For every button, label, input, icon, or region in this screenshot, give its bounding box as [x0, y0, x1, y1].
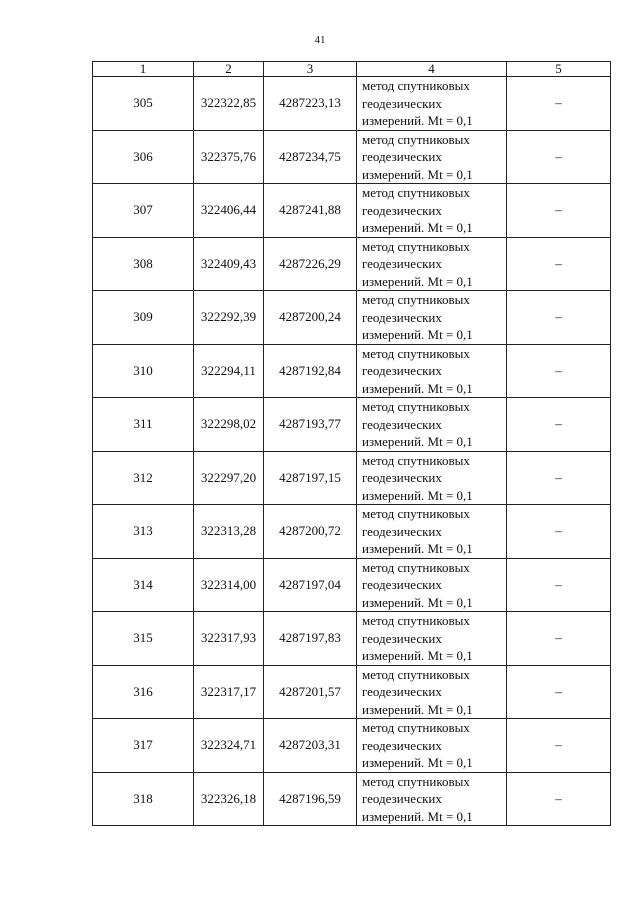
- coordinate-x-cell: 322317,93: [194, 612, 264, 666]
- method-description-cell: [357, 451, 507, 505]
- point-number-cell: 308: [93, 237, 194, 291]
- table-row: [93, 344, 611, 398]
- table-row: [93, 505, 611, 559]
- coordinate-y-cell: 4287197,83: [264, 612, 357, 666]
- method-description-cell: [357, 505, 507, 559]
- table-row: [93, 77, 611, 131]
- coordinate-y-cell: 4287192,84: [264, 344, 357, 398]
- point-number-cell: 318: [93, 772, 194, 826]
- method-line: геодезических: [362, 577, 442, 592]
- coordinate-x-cell: 322298,02: [194, 398, 264, 452]
- note-cell: –: [507, 612, 611, 666]
- note-cell: –: [507, 665, 611, 719]
- method-description-cell: [357, 77, 507, 131]
- point-number-cell: 314: [93, 558, 194, 612]
- point-number-cell: 313: [93, 505, 194, 559]
- coordinate-x-cell: 322324,71: [194, 719, 264, 773]
- table-row: [93, 130, 611, 184]
- method-line: измерений. Mt = 0,1: [362, 166, 473, 182]
- method-line: измерений. Mt = 0,1: [362, 380, 473, 396]
- coordinate-y-cell: 4287241,88: [264, 184, 357, 238]
- coordinate-y-cell: 4287201,57: [264, 665, 357, 719]
- column-header-1: 1: [93, 62, 194, 77]
- method-description-cell: [357, 772, 507, 826]
- method-description-cell: [357, 612, 507, 666]
- method-description-cell: [357, 558, 507, 612]
- point-number-cell: 307: [93, 184, 194, 238]
- method-line: геодезических: [362, 309, 442, 325]
- table-row: [93, 558, 611, 612]
- note-cell: –: [507, 505, 611, 559]
- method-line: геодезических: [362, 95, 442, 111]
- table-body: [93, 77, 611, 826]
- method-line: метод спутниковых: [362, 506, 470, 521]
- note-cell: –: [507, 398, 611, 452]
- method-line: метод спутниковых: [362, 773, 470, 789]
- table-row: [93, 612, 611, 666]
- coordinate-x-cell: 322375,76: [194, 130, 264, 184]
- coordinate-y-cell: 4287234,75: [264, 130, 357, 184]
- method-description-cell: [357, 665, 507, 719]
- method-description-cell: [357, 130, 507, 184]
- method-line: измерений. Mt = 0,1: [362, 434, 473, 449]
- method-line: метод спутниковых: [362, 720, 470, 735]
- note-cell: –: [507, 130, 611, 184]
- coordinate-y-cell: 4287197,04: [264, 558, 357, 612]
- method-line: измерений. Mt = 0,1: [362, 541, 473, 556]
- method-line: геодезических: [362, 202, 442, 218]
- method-line: метод спутниковых: [362, 452, 470, 468]
- method-line: метод спутниковых: [362, 399, 470, 414]
- coordinate-x-cell: 322322,85: [194, 77, 264, 131]
- method-line: метод спутниковых: [362, 131, 470, 147]
- coordinate-x-cell: 322313,28: [194, 505, 264, 559]
- coordinate-y-cell: 4287197,15: [264, 451, 357, 505]
- method-line: измерений. Mt = 0,1: [362, 755, 473, 770]
- method-line: геодезических: [362, 416, 442, 432]
- point-number-cell: 316: [93, 665, 194, 719]
- method-line: измерений. Mt = 0,1: [362, 273, 473, 289]
- coordinate-y-cell: 4287200,24: [264, 291, 357, 345]
- column-header-4: 4: [357, 62, 507, 77]
- method-line: геодезических: [362, 363, 442, 378]
- note-cell: –: [507, 291, 611, 345]
- method-description-cell: [357, 291, 507, 345]
- coordinate-x-cell: 322409,43: [194, 237, 264, 291]
- method-line: геодезических: [362, 523, 442, 539]
- method-line: метод спутниковых: [362, 292, 470, 307]
- method-line: измерений. Mt = 0,1: [362, 487, 473, 503]
- note-cell: –: [507, 558, 611, 612]
- method-line: измерений. Mt = 0,1: [362, 701, 473, 717]
- method-line: геодезических: [362, 630, 442, 646]
- method-line: метод спутниковых: [362, 238, 470, 254]
- method-line: геодезических: [362, 684, 442, 699]
- table-header-row: [93, 62, 611, 77]
- note-cell: –: [507, 184, 611, 238]
- coordinate-x-cell: 322314,00: [194, 558, 264, 612]
- method-line: метод спутниковых: [362, 78, 470, 93]
- point-number-cell: 309: [93, 291, 194, 345]
- table-row: [93, 291, 611, 345]
- coordinates-table: [92, 61, 611, 826]
- coordinate-y-cell: 4287226,29: [264, 237, 357, 291]
- note-cell: –: [507, 451, 611, 505]
- method-line: измерений. Mt = 0,1: [362, 113, 473, 128]
- coordinate-y-cell: 4287193,77: [264, 398, 357, 452]
- note-cell: –: [507, 77, 611, 131]
- coordinate-x-cell: 322294,11: [194, 344, 264, 398]
- coordinate-x-cell: 322326,18: [194, 772, 264, 826]
- method-line: измерений. Mt = 0,1: [362, 220, 473, 235]
- table-row: [93, 184, 611, 238]
- note-cell: –: [507, 719, 611, 773]
- column-header-5: 5: [507, 62, 611, 77]
- point-number-cell: 315: [93, 612, 194, 666]
- method-description-cell: [357, 237, 507, 291]
- coordinate-y-cell: 4287196,59: [264, 772, 357, 826]
- table-row: [93, 451, 611, 505]
- method-line: геодезических: [362, 256, 442, 271]
- coordinate-y-cell: 4287200,72: [264, 505, 357, 559]
- table-row: [93, 719, 611, 773]
- method-description-cell: [357, 184, 507, 238]
- table-row: [93, 665, 611, 719]
- note-cell: –: [507, 344, 611, 398]
- method-line: геодезических: [362, 737, 442, 753]
- coordinate-y-cell: 4287203,31: [264, 719, 357, 773]
- point-number-cell: 305: [93, 77, 194, 131]
- column-header-3: 3: [264, 62, 357, 77]
- method-line: геодезических: [362, 791, 442, 806]
- note-cell: –: [507, 772, 611, 826]
- note-cell: –: [507, 237, 611, 291]
- coordinate-x-cell: 322406,44: [194, 184, 264, 238]
- coordinate-x-cell: 322297,20: [194, 451, 264, 505]
- point-number-cell: 306: [93, 130, 194, 184]
- method-line: измерений. Mt = 0,1: [362, 808, 473, 824]
- method-line: геодезических: [362, 149, 442, 164]
- table-row: [93, 772, 611, 826]
- point-number-cell: 317: [93, 719, 194, 773]
- point-number-cell: 310: [93, 344, 194, 398]
- table-row: [93, 398, 611, 452]
- method-line: метод спутниковых: [362, 666, 470, 682]
- method-description-cell: [357, 398, 507, 452]
- page-number: 41: [314, 34, 326, 46]
- point-number-cell: 311: [93, 398, 194, 452]
- method-line: измерений. Mt = 0,1: [362, 648, 473, 663]
- table-row: [93, 237, 611, 291]
- method-description-cell: [357, 344, 507, 398]
- point-number-cell: 312: [93, 451, 194, 505]
- method-line: геодезических: [362, 470, 442, 485]
- method-line: метод спутниковых: [362, 559, 470, 575]
- method-line: измерений. Mt = 0,1: [362, 594, 473, 610]
- coordinate-x-cell: 322292,39: [194, 291, 264, 345]
- method-line: метод спутниковых: [362, 345, 470, 361]
- method-description-cell: [357, 719, 507, 773]
- method-line: метод спутниковых: [362, 185, 470, 200]
- coordinate-x-cell: 322317,17: [194, 665, 264, 719]
- method-line: метод спутниковых: [362, 613, 470, 628]
- method-line: измерений. Mt = 0,1: [362, 327, 473, 342]
- coordinate-y-cell: 4287223,13: [264, 77, 357, 131]
- column-header-2: 2: [194, 62, 264, 77]
